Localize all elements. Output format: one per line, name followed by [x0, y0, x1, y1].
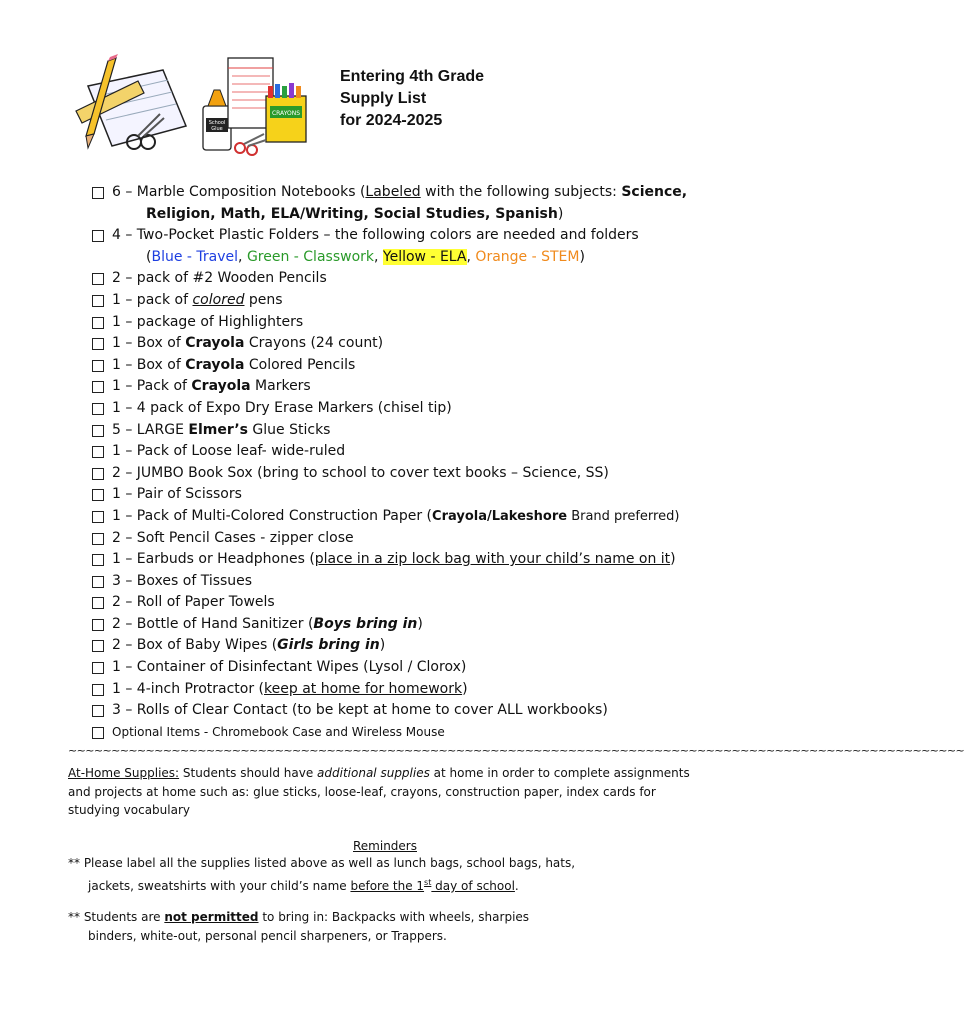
checkbox[interactable]	[92, 576, 104, 588]
list-item: 2 – Bottle of Hand Sanitizer (Boys bring in)	[92, 614, 732, 636]
checkbox[interactable]	[92, 640, 104, 652]
list-item: 5 – LARGE Elmer’s Glue Sticks	[92, 420, 732, 442]
list-item: 2 – Roll of Paper Towels	[92, 592, 732, 614]
list-item: 1 – Container of Disinfectant Wipes (Lysol / Clorox)	[92, 657, 732, 679]
reminder-note-1: ** Please label all the supplies listed above as well as lunch bags, school bags, hats, jackets, sweatshirts with your child’s name before the 1st day of school.	[68, 856, 576, 893]
checkbox[interactable]	[92, 317, 104, 329]
divider: ~~~~~~~~~~~~~~~~~~~~~~~~~~~~~~~~~~~~~~~~~~~~~~~~~~~~~~~~~~~~~~~~~~~~~~~~~~~~~~~~~~~~~~~~~~~~~~~~~~~~~~~~	[68, 744, 964, 757]
list-item: Optional Items - Chromebook Case and Wireless Mouse	[92, 722, 732, 744]
checkbox[interactable]	[92, 727, 104, 739]
at-home-supplies: At-Home Supplies: Students should have additional supplies at home in order to complete assignments and projects at home such as: glue sticks, loose-leaf, crayons, construction paper, index cards for studying vocabulary	[68, 766, 690, 817]
list-item: 1 – package of Highlighters	[92, 312, 732, 334]
svg-text:CRAYONS: CRAYONS	[271, 110, 301, 117]
checkbox[interactable]	[92, 360, 104, 372]
svg-text:School: School	[208, 120, 226, 126]
list-item: 1 – 4-inch Protractor (keep at home for homework)	[92, 679, 732, 701]
checkbox[interactable]	[92, 511, 104, 523]
list-item: 3 – Rolls of Clear Contact (to be kept at home to cover ALL workbooks)	[92, 700, 732, 722]
checkbox[interactable]	[92, 230, 104, 242]
list-item: 2 – Soft Pencil Cases - zipper close	[92, 528, 732, 550]
checkbox[interactable]	[92, 705, 104, 717]
title-line-3: for 2024-2025	[340, 112, 443, 129]
checkbox[interactable]	[92, 489, 104, 501]
checkbox[interactable]	[92, 468, 104, 480]
list-item: 1 – Pack of Multi-Colored Construction Paper (Crayola/Lakeshore Brand preferred)	[92, 506, 732, 528]
checkbox[interactable]	[92, 597, 104, 609]
list-item: 6 – Marble Composition Notebooks (Labeled with the following subjects: Science, Religion, Math, ELA/Writing, Social Studies, Spanish)	[92, 182, 732, 225]
supply-list	[92, 182, 732, 743]
checkbox[interactable]	[92, 187, 104, 199]
checkbox[interactable]	[92, 338, 104, 350]
list-item: 1 – Box of Crayola Crayons (24 count)	[92, 333, 732, 355]
checkbox[interactable]	[92, 662, 104, 674]
checkbox[interactable]	[92, 381, 104, 393]
scissors-icon	[235, 134, 266, 155]
list-item: 1 – Pack of Crayola Markers	[92, 376, 732, 398]
at-home-label: At-Home Supplies:	[68, 766, 180, 780]
checkbox[interactable]	[92, 684, 104, 696]
checkbox[interactable]	[92, 403, 104, 415]
title-line-1: Entering 4th Grade	[340, 68, 485, 85]
svg-text:Glue: Glue	[211, 126, 223, 132]
list-item: 1 – pack of colored pens	[92, 290, 732, 312]
title-line-2: Supply List	[340, 90, 427, 107]
checkbox[interactable]	[92, 295, 104, 307]
list-item: 2 – Box of Baby Wipes (Girls bring in)	[92, 635, 732, 657]
list-item: 1 – Earbuds or Headphones (place in a zip lock bag with your child’s name on it)	[92, 549, 732, 571]
checkbox[interactable]	[92, 619, 104, 631]
glue-bottle-icon	[203, 90, 231, 150]
reminder-note-2: ** Students are not permitted to bring in: Backpacks with wheels, sharpies binders, white-out, personal pencil sharpeners, or Trappers.	[68, 910, 530, 943]
list-item: 1 – Pair of Scissors	[92, 484, 732, 506]
list-item: 3 – Boxes of Tissues	[92, 571, 732, 593]
checkbox[interactable]	[92, 446, 104, 458]
checkbox[interactable]	[92, 554, 104, 566]
list-item: 2 – JUMBO Book Sox (bring to school to cover text books – Science, SS)	[92, 463, 732, 485]
checkbox[interactable]	[92, 533, 104, 545]
school-supplies-clipart	[68, 56, 333, 161]
list-item: 1 – 4 pack of Expo Dry Erase Markers (chisel tip)	[92, 398, 732, 420]
list-item: 2 – pack of #2 Wooden Pencils	[92, 268, 732, 290]
reminders-title: Reminders	[353, 839, 417, 853]
list-item: 1 – Pack of Loose leaf- wide-ruled	[92, 441, 732, 463]
notebook-pencil-ruler-icon	[76, 54, 186, 149]
list-item: 1 – Box of Crayola Colored Pencils	[92, 355, 732, 377]
checkbox[interactable]	[92, 273, 104, 285]
checkbox[interactable]	[92, 425, 104, 437]
crayon-box-icon	[266, 83, 306, 142]
page-title	[340, 66, 484, 132]
list-item: 4 – Two-Pocket Plastic Folders – the following colors are needed and folders (Blue - Travel, Green - Classwork, Yellow - ELA, Orange - STEM)	[92, 225, 732, 268]
